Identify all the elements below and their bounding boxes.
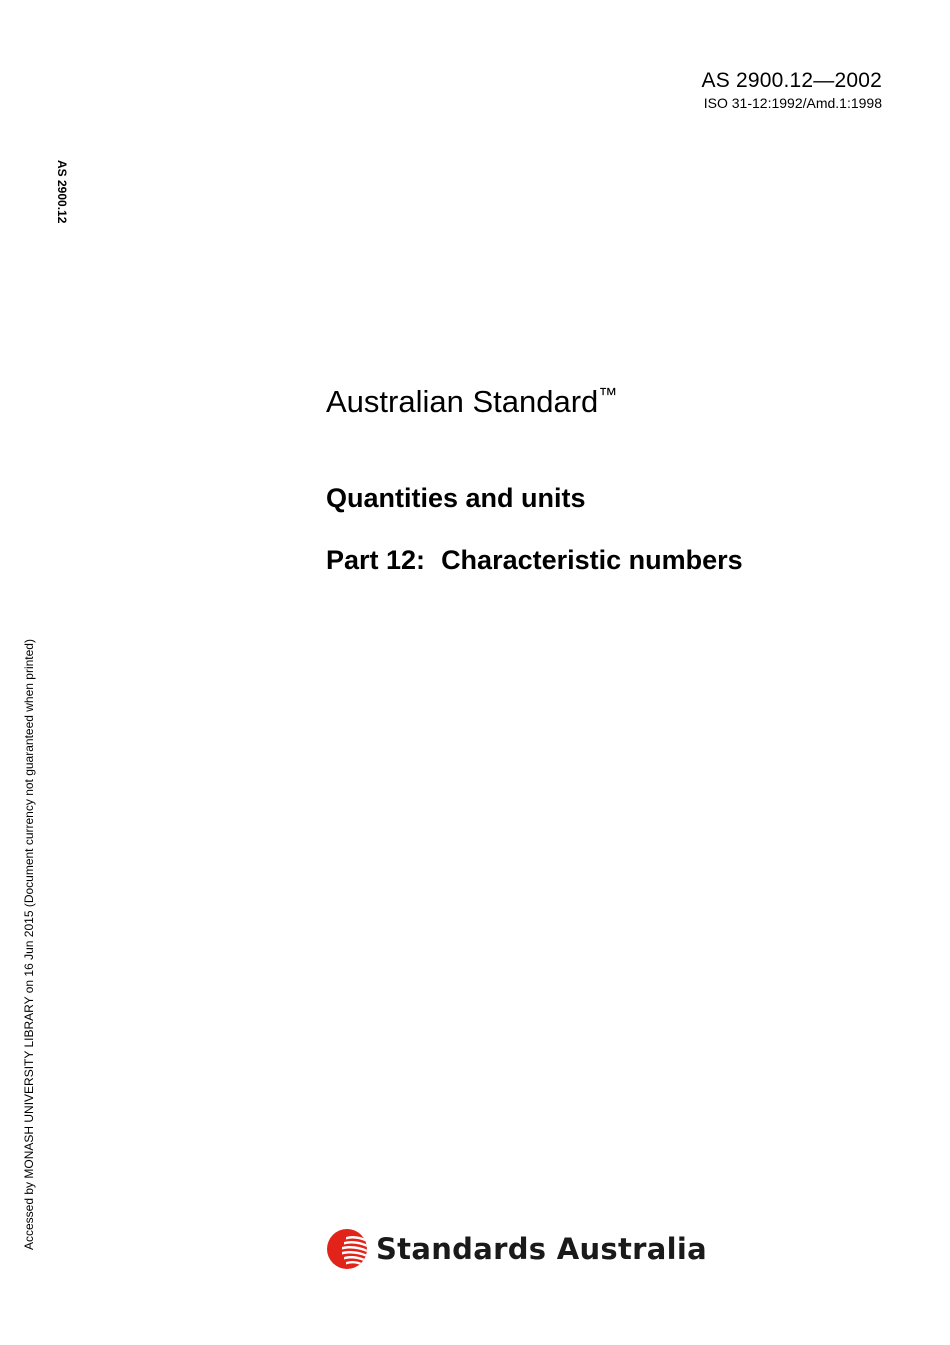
access-notice: Accessed by MONASH UNIVERSITY LIBRARY on 16 Jun 2015 (Document currency not guaranteed when printed)	[22, 639, 36, 1250]
trademark-symbol: ™	[598, 385, 618, 406]
part-title	[326, 543, 743, 577]
part-name: Characteristic numbers	[441, 545, 743, 575]
series-name: Australian Standard	[326, 384, 599, 419]
series-title	[326, 376, 617, 422]
document-title: Quantities and units	[326, 483, 586, 513]
iso-reference: ISO 31-12:1992/Amd.1:1998	[703, 95, 882, 111]
cover-title-block	[326, 376, 743, 575]
standards-australia-logo-icon	[326, 1226, 368, 1272]
standard-number: AS 2900.12—2002	[701, 69, 882, 92]
side-standard-code: AS 2900.12	[55, 160, 69, 224]
part-label: Part 12:	[326, 545, 426, 575]
publisher-name: Standards Australia	[376, 1232, 707, 1266]
document-header	[702, 68, 882, 112]
publisher-logo	[326, 1226, 707, 1272]
